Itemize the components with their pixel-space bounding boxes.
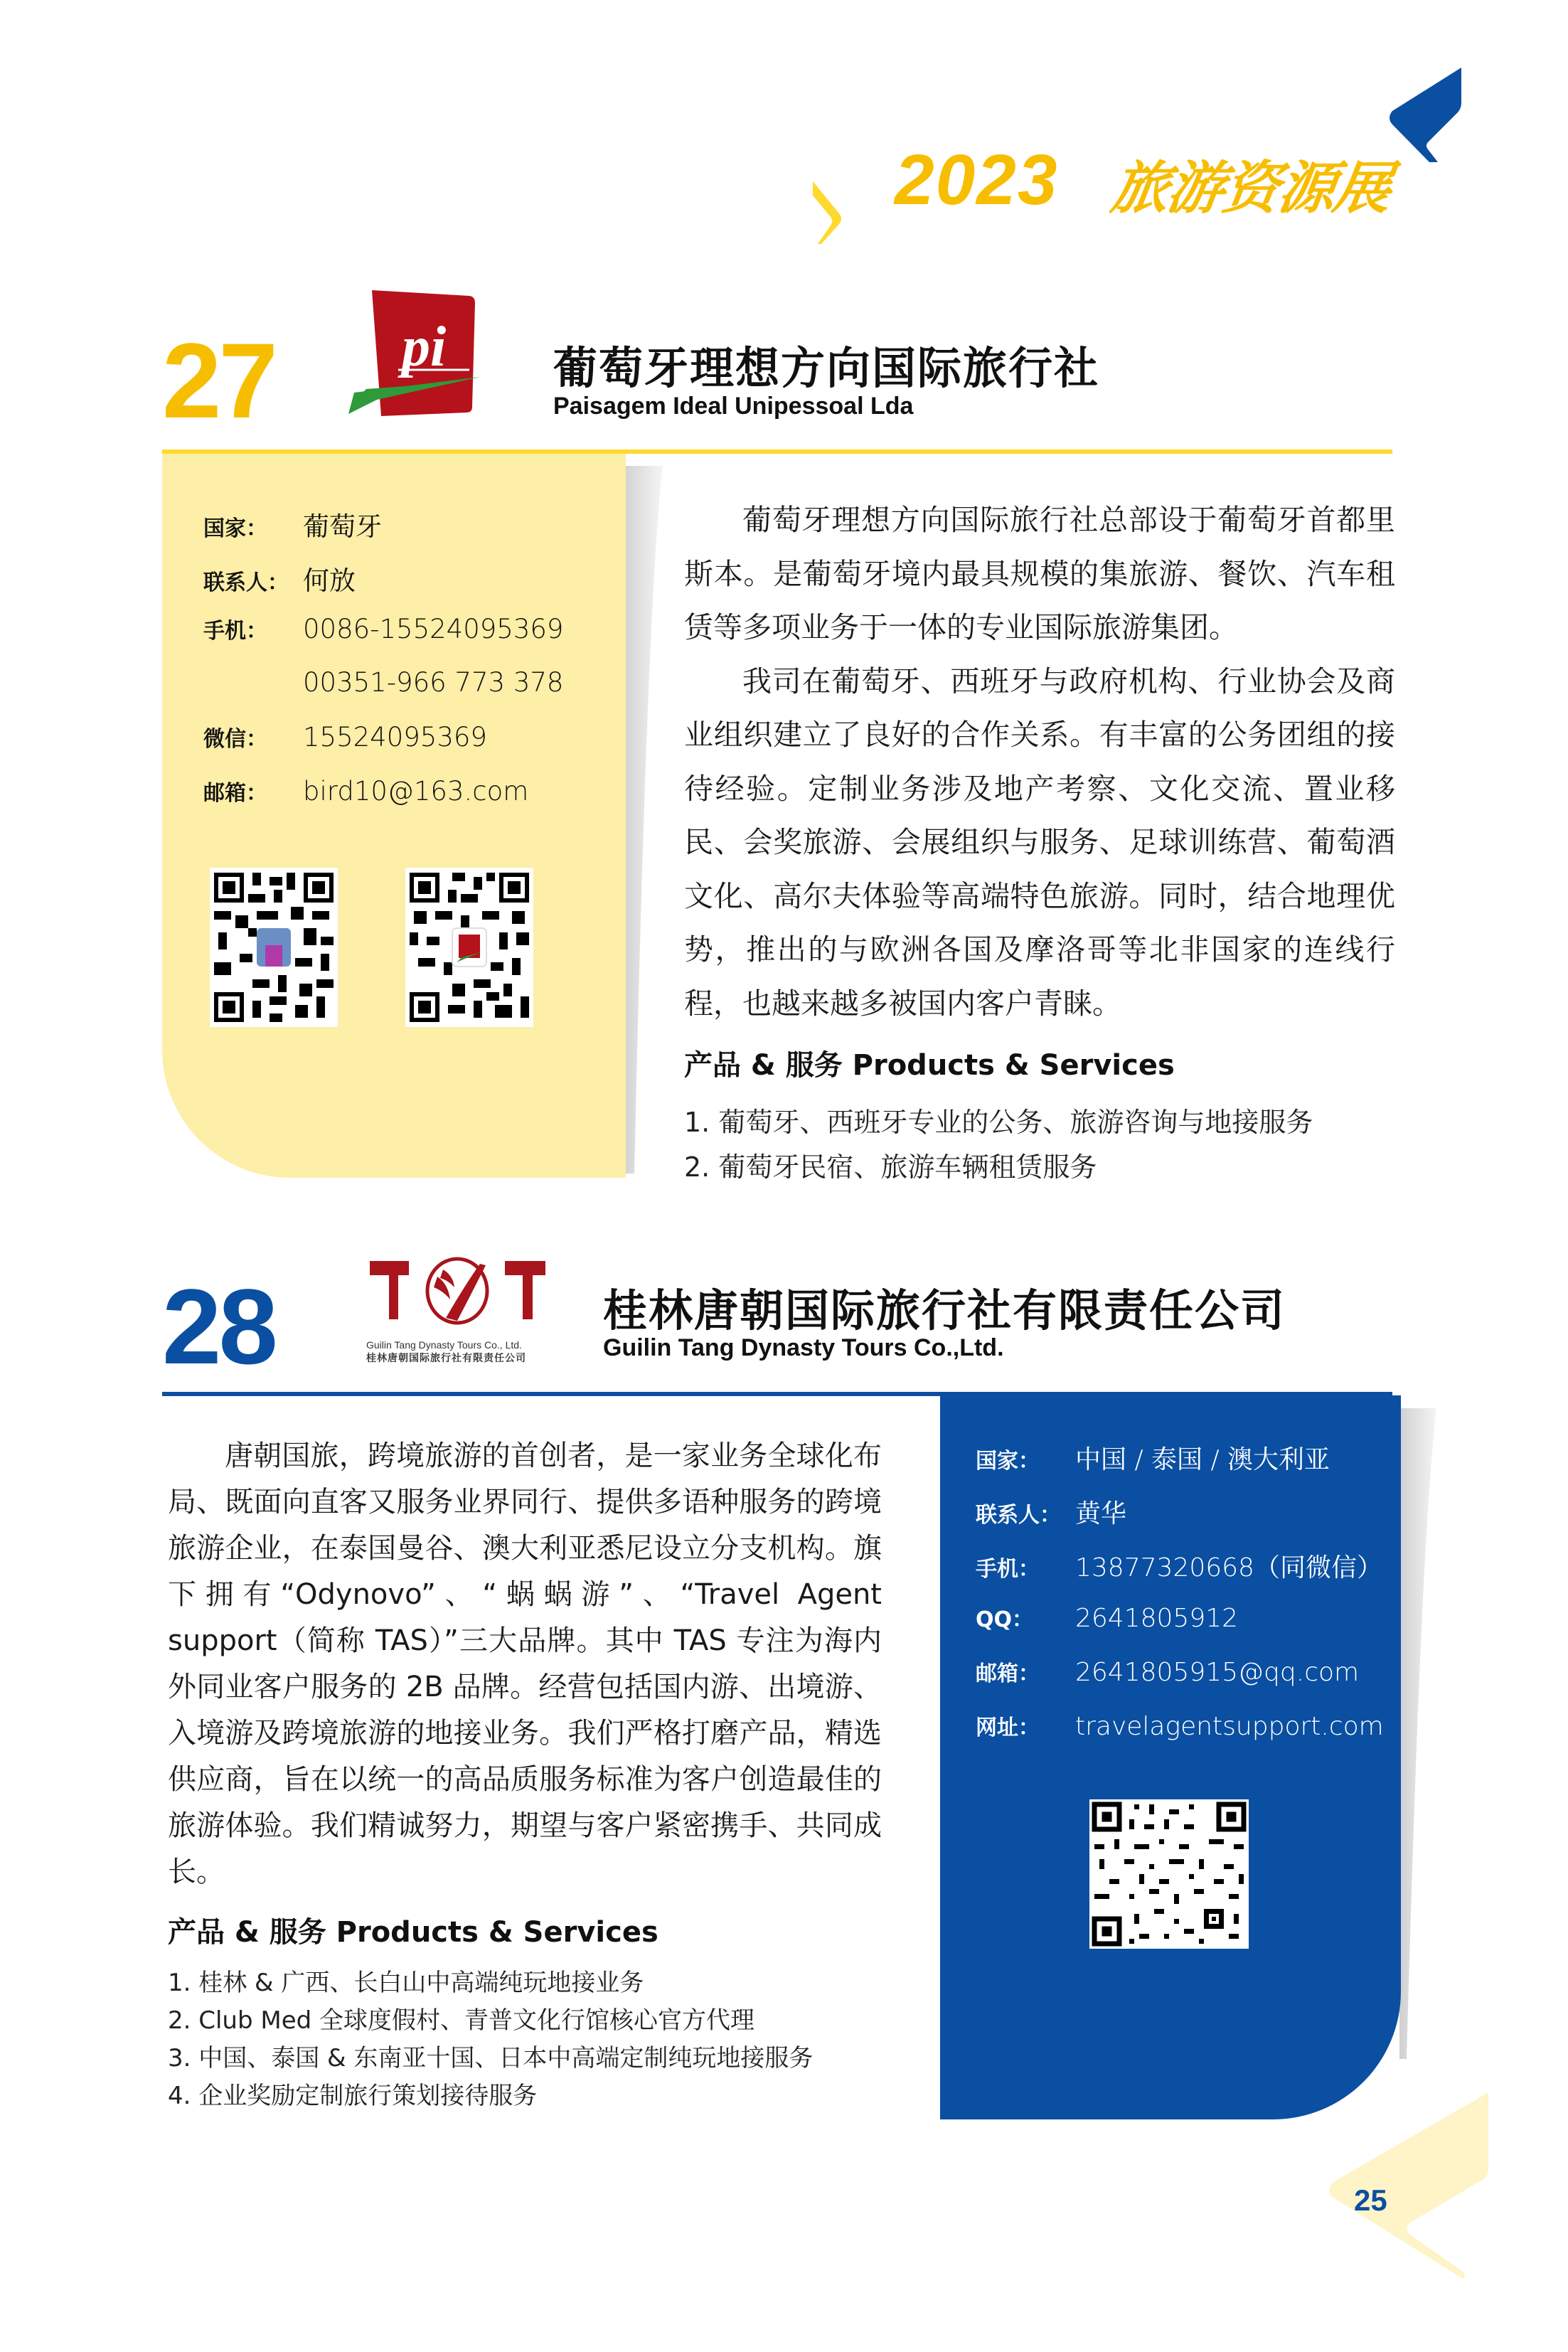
- company-description: 唐朝国旅，跨境旅游的首创者，是一家业务全球化布局、既面向直客又服务业界同行、提供多语种服务的跨境旅游企业，在泰国曼谷、澳大利亚悉尼设立分支机构。旗下拥有“Odynovo”、“蜗蜗游”、“Travel Agent support（简称 TAS）”三大品牌。其中 TAS 专注为海内外同业客户服务的 2B 品牌。经营包括国内游、出境游、入境游及跨境旅游的地接业务。我们严格打磨产品，精选供应商，旨在以统一的高品质服务标准为客户创造最佳的旅游体验。我们精诚努力，期望与客户紧密携手、共同成长。: [168, 1440, 882, 1888]
- contact-email[interactable]: 邮箱： 2641805915@qq.com: [976, 1658, 1360, 1687]
- contact-mobile-2: 00351-966 773 378: [303, 667, 564, 698]
- product-item: 1. 桂林 & 广西、长白山中高端纯玩地接业务: [168, 1969, 644, 1997]
- company-name-cn: 葡萄牙理想方向国际旅行社: [553, 342, 1100, 394]
- products-title: 产品 & 服务 Products & Services: [168, 1916, 658, 1949]
- product-item: 4. 企业奖励定制旅行策划接待服务: [168, 2082, 538, 2110]
- contact-country: 国家： 中国 / 泰国 / 澳大利亚: [976, 1445, 1330, 1474]
- company-name-en: Guilin Tang Dynasty Tours Co.,Ltd.: [603, 1334, 1004, 1361]
- product-item: 2. 葡萄牙民宿、旅游车辆租赁服务: [684, 1151, 1097, 1183]
- company-name-en: Paisagem Ideal Unipessoal Lda: [553, 393, 914, 420]
- contact-mobile: 手机： 13877320668（同微信）: [976, 1553, 1382, 1582]
- header-yellow-chevron-icon: [811, 181, 846, 245]
- qr-code-wechat-company[interactable]: [1089, 1799, 1249, 1949]
- pi-logo-icon: [348, 286, 491, 421]
- contact-country: 国家： 葡萄牙: [203, 511, 382, 542]
- svg-text:pi: pi: [402, 316, 447, 378]
- footer-yellow-chevron-icon: [1305, 2091, 1497, 2304]
- product-item: 2. Club Med 全球度假村、青普文化行馆核心官方代理: [168, 2006, 755, 2035]
- products-title: 产品 & 服务 Products & Services: [684, 1049, 1175, 1082]
- logo-caption-en: Guilin Tang Dynasty Tours Co., Ltd.: [366, 1339, 522, 1351]
- contact-person: 联系人： 何放: [203, 565, 356, 596]
- qr-code-wechat-company[interactable]: [405, 868, 533, 1027]
- contact-email[interactable]: 邮箱： bird10@163.com: [203, 776, 529, 807]
- contact-panel: [940, 1395, 1401, 2119]
- section-number: 27: [162, 321, 275, 440]
- header-title: 旅游资源展: [1107, 155, 1394, 221]
- header-blue-chevron-icon: [1387, 64, 1472, 164]
- company-description: 葡萄牙理想方向国际旅行社总部设于葡萄牙首都里斯本。是葡萄牙境内最具规模的集旅游、餐饮、汽车租赁等多项业务于一体的专业国际旅游集团。 我司在葡萄牙、西班牙与政府机构、行业协会及商业组织建立了良好的合作关系。有丰富的公务团组的接待经验。定制业务涉及地产考察、文化交流、置业移民、会奖旅游、会展组织与服务、足球训练营、葡萄酒文化、高尔夫体验等高端特色旅游。同时，结合地理优势，推出的与欧洲各国及摩洛哥等北非国家的连线行程，也越来越多被国内客户青睐。: [684, 503, 1395, 1021]
- qr-code-wechat-personal[interactable]: [210, 868, 338, 1027]
- section-number: 28: [162, 1267, 275, 1386]
- tdt-logo-icon: [366, 1255, 551, 1326]
- company-name-cn: 桂林唐朝国际旅行社有限责任公司: [603, 1284, 1286, 1336]
- logo-caption-cn: 桂林唐朝国际旅行社有限责任公司: [366, 1353, 526, 1364]
- contact-website[interactable]: 网址： travelagentsupport.com: [976, 1712, 1384, 1741]
- tdt-logo: [366, 1255, 551, 1373]
- panel-shadow: [1399, 1398, 1439, 2066]
- page-number: 25: [1354, 2183, 1387, 2217]
- product-item: 1. 葡萄牙、西班牙专业的公务、旅游咨询与地接服务: [684, 1107, 1313, 1138]
- contact-mobile: 手机： 0086-15524095369: [203, 614, 564, 644]
- contact-wechat: 微信： 15524095369: [203, 722, 487, 752]
- panel-shadow: [626, 455, 665, 1181]
- contact-person: 联系人： 黄华: [976, 1499, 1127, 1528]
- contact-qq: QQ： 2641805912: [976, 1604, 1239, 1633]
- product-item: 3. 中国、泰国 & 东南亚十国、日本中高端定制纯玩地接服务: [168, 2044, 814, 2072]
- header-year: 2023: [895, 140, 1059, 220]
